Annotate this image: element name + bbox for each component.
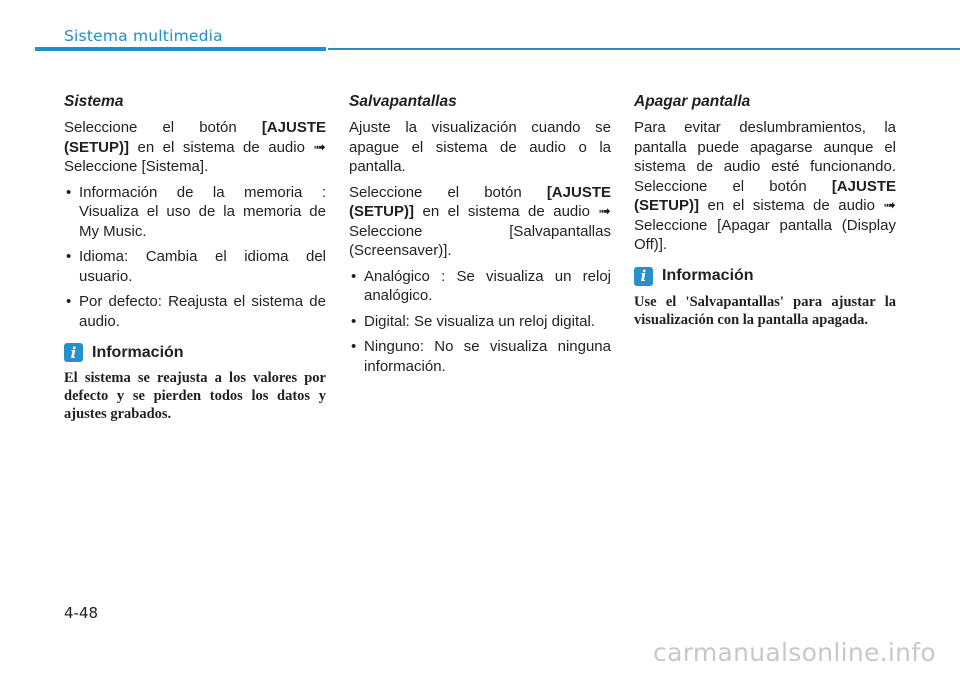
list-salvapantallas	[349, 267, 611, 377]
paragraph-sistema-setup: Seleccione el botón [AJUSTE (SETUP)] en el sistema de audio ➟ Seleccione [Sistema].	[64, 119, 326, 175]
bullet-icon: •	[66, 248, 72, 265]
paragraph-apagar-pantalla: Para evitar deslumbramientos, la pantalla puede apagarse aunque el sistema de audio esté funcionando. Seleccione el botón [AJUSTE (SETUP)] en el sistema de audio ➟ Seleccione [Apagar pantalla (Display Off)].	[634, 119, 896, 253]
info-text: Use el 'Salvapantallas' para ajustar la visualización con la pantalla apagada.	[634, 293, 896, 328]
info-header	[64, 343, 326, 362]
info-title: Información	[662, 267, 754, 284]
bullet-icon: •	[351, 312, 357, 330]
heading-salvapantallas: Salvapantallas	[349, 93, 457, 110]
paragraph-salvapantallas-intro: Ajuste la visualización cuando se apague el sistema de audio o la pantalla.	[349, 119, 611, 175]
info-text: El sistema se reajusta a los valores por defecto y se pierden todos los datos y ajustes grabados.	[64, 370, 326, 422]
bullet-icon: •	[66, 183, 72, 201]
bullet-icon: •	[351, 267, 357, 285]
list-item: • Idioma: Cambia el idioma del usuario.	[66, 248, 326, 285]
list-item: • Analógico : Se visualiza un reloj analógico.	[351, 267, 611, 304]
heading-apagar-pantalla: Apagar pantalla	[634, 93, 751, 110]
bullet-icon: •	[351, 338, 357, 355]
section-title: Sistema multimedia	[64, 27, 223, 45]
info-header	[634, 267, 896, 286]
list-sistema	[64, 183, 326, 332]
heading-sistema: Sistema	[64, 93, 124, 110]
page-number: 4-48	[64, 604, 99, 622]
column-sistema	[64, 92, 326, 423]
list-item: • Digital: Se visualiza un reloj digital.	[351, 312, 595, 330]
column-apagar-pantalla	[634, 92, 896, 329]
list-item: • Por defecto: Reajusta el sistema de audio.	[66, 293, 326, 330]
watermark: carmanualsonline.info	[653, 638, 936, 667]
paragraph-salvapantallas-setup: Seleccione el botón [AJUSTE (SETUP)] en el sistema de audio ➟ Seleccione [Salvapantallas (Screensaver)].	[349, 183, 611, 259]
bullet-icon: •	[66, 293, 72, 310]
header-rule-thick	[35, 47, 326, 51]
list-item: • Ninguno: No se visualiza ninguna información.	[351, 338, 611, 375]
info-icon: i	[634, 267, 653, 286]
info-title: Información	[92, 343, 184, 361]
header-rule-thin	[328, 48, 960, 50]
column-salvapantallas	[349, 92, 611, 382]
list-item: • Información de la memoria : Visualiza el uso de la memoria de My Music.	[66, 183, 326, 240]
info-icon: i	[64, 343, 83, 362]
